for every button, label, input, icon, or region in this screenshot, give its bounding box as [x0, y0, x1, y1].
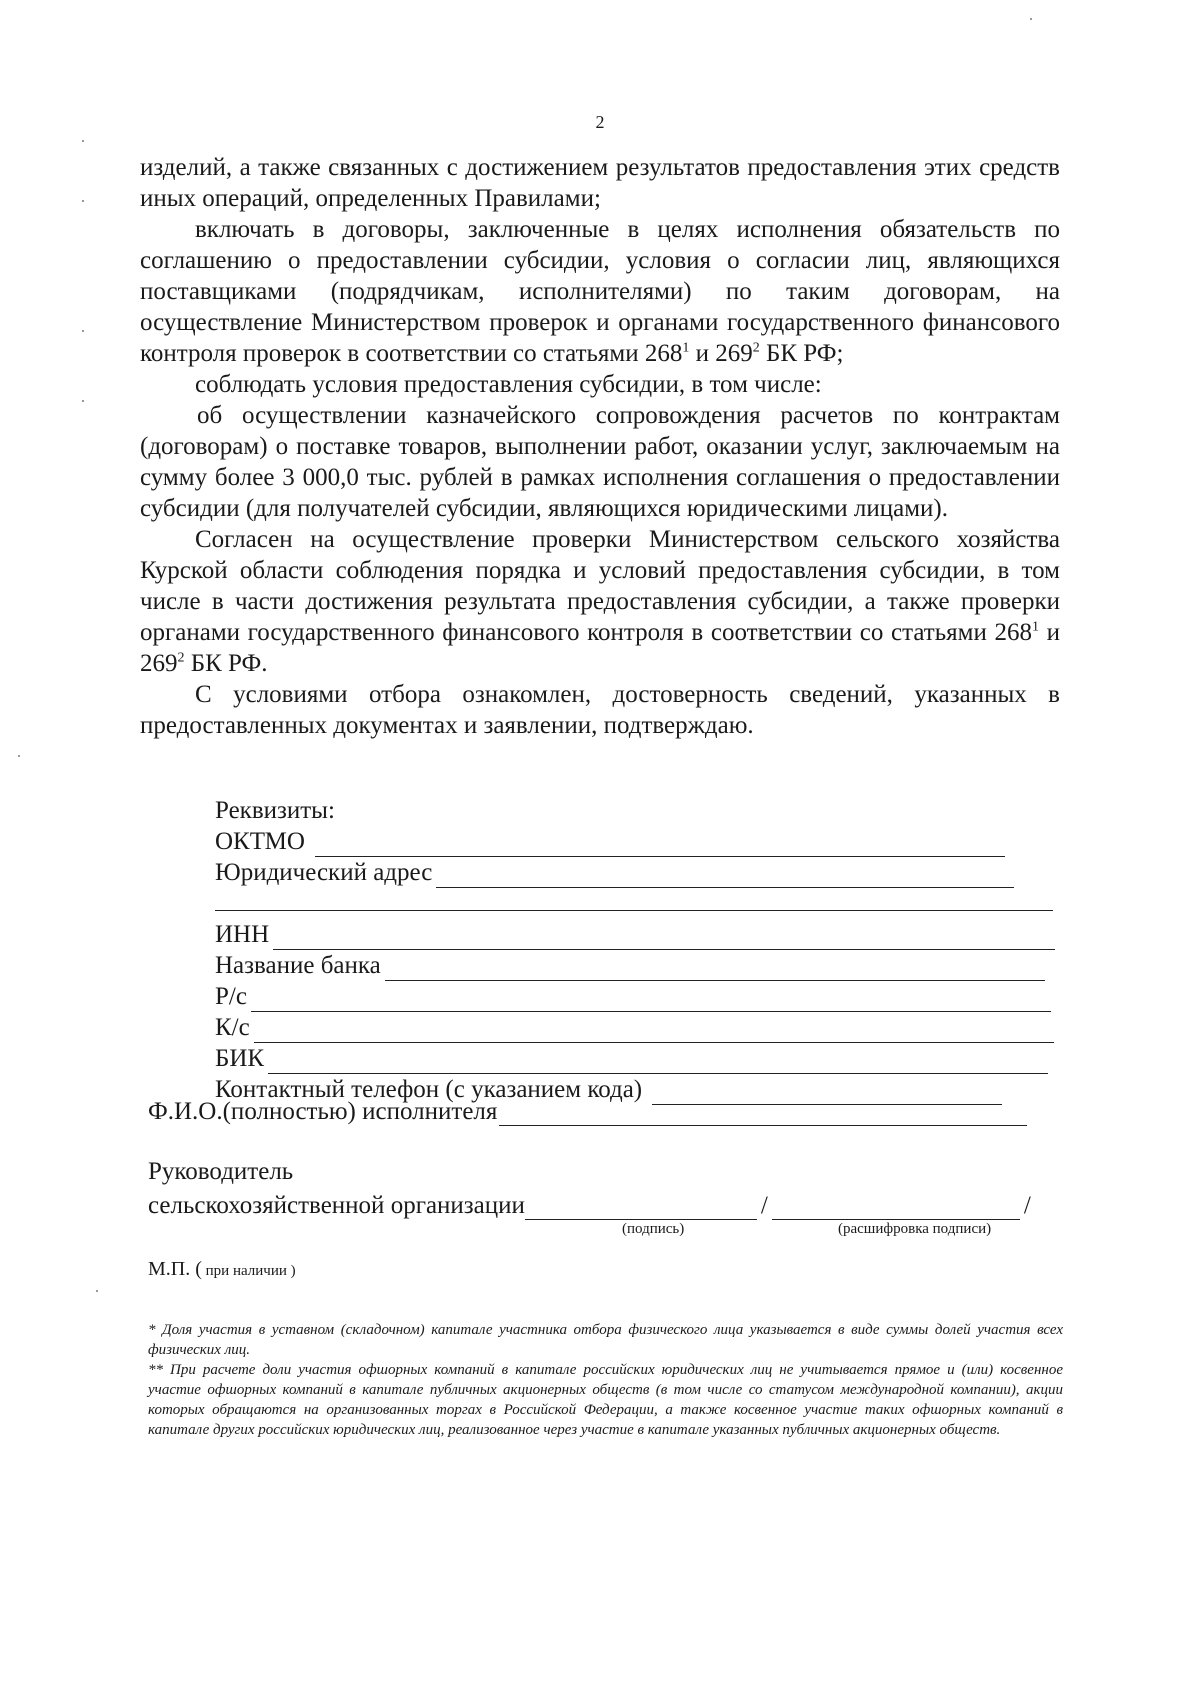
bank-name-field[interactable]: Название банка — [215, 950, 1055, 981]
bank-name-blank-line[interactable] — [385, 956, 1045, 981]
organization-label: сельскохозяйственной организации — [148, 1192, 525, 1219]
ks-blank-line[interactable] — [254, 1018, 1054, 1043]
paragraph-contracts-clause: включать в договоры, заключенные в целях исполнения обязательств по соглашению о предоставлении субсидии, условия о согласии лиц, являющихся поставщиками (подрядчикам, исполнителями) по таким договорам, на осуществление Министерством проверок и органами государственного финансового контроля проверок в соответствии со статьями $268^1$ и $269^2$ БК РФ; — [140, 216, 1060, 367]
paragraph-conditions: соблюдать условия предоставления субсидии, в том числе: — [195, 371, 822, 398]
rs-blank-line[interactable] — [251, 987, 1051, 1012]
footnote-2: ** При расчете доли участия офшорных компаний в капитале российских юридических лиц не учитывается прямое и (или) косвенное участие офшорных компаний в капитале публичных акционерных обществ (в том числе со статусом международной компании), акции которых обращаются на организованных торгах в Российской Федерации, а также косвенное участие таких офшорных компаний в капитале других российских юридических лиц, реализованное через участие в капитале указанных публичных акционерных обществ. — [148, 1362, 1063, 1438]
paragraph-continuation: изделий, а также связанных с достижением результатов предоставления этих средств иных операций, определенных Правилами; — [140, 154, 1060, 212]
bik-blank-line[interactable] — [268, 1049, 1048, 1074]
phone-field[interactable]: Контактный телефон (с указанием кода) — [215, 1074, 1055, 1105]
signature-blank-line[interactable] — [525, 1195, 757, 1220]
scan-artifact — [1030, 18, 1032, 20]
oktmo-blank-line[interactable] — [315, 832, 1005, 857]
oktmo-field[interactable]: ОКТМО — [215, 826, 1055, 857]
scan-artifact — [82, 400, 84, 402]
executor-field[interactable]: Ф.И.О.(полностью) исполнителя — [148, 1095, 1027, 1126]
head-title: Руководитель — [148, 1158, 294, 1185]
requisites-heading: Реквизиты: — [215, 797, 335, 824]
inn-field[interactable]: ИНН — [215, 919, 1055, 950]
signature-row: сельскохозяйственной организации / / — [148, 1192, 1031, 1219]
page-number: 2 — [595, 112, 605, 132]
legal-address-continuation-line[interactable] — [215, 888, 1055, 919]
paragraph-treasury-support: об осуществлении казначейского сопровождения расчетов по контрактам (договорам) о поставке товаров, выполнении работ, оказании услуг, заключаемым на сумму более 3 000,0 тыс. рублей в рамках исполнения соглашения о предоставлении субсидии (для получателей субсидии, являющихся юридическими лицами). — [140, 402, 1060, 522]
footnote-1: * Доля участия в уставном (складочном) капитале участника отбора физического лица указывается в виде суммы долей участия всех физических лиц. — [148, 1322, 1063, 1358]
decoding-caption: (расшифровка подписи) — [838, 1221, 992, 1237]
legal-address-field[interactable]: Юридический адрес — [215, 857, 1055, 888]
signature-decoding-blank-line[interactable] — [772, 1195, 1020, 1220]
scan-artifact — [82, 140, 84, 142]
requisites-block — [215, 795, 1055, 1105]
ks-field[interactable]: К/с — [215, 1012, 1055, 1043]
executor-blank-line[interactable] — [499, 1101, 1027, 1126]
bik-field[interactable]: БИК — [215, 1043, 1055, 1074]
legal-address-blank-line[interactable] — [436, 863, 1014, 888]
footnotes — [148, 1320, 1063, 1440]
stamp-label: М.П. ( при наличии ) — [148, 1258, 296, 1280]
scan-artifact — [82, 200, 84, 202]
signature-caption: (подпись) — [622, 1221, 685, 1237]
inn-blank-line[interactable] — [273, 925, 1055, 950]
rs-field[interactable]: Р/с — [215, 981, 1055, 1012]
paragraph-confirmation: С условиями отбора ознакомлен, достоверность сведений, указанных в предоставленных документах и заявлении, подтверждаю. — [140, 681, 1060, 739]
paragraph-consent: Согласен на осуществление проверки Министерством сельского хозяйства Курской области соблюдения порядка и условий предоставления субсидии, в том числе в части достижения результата предоставления субсидии, а также проверки органами государственного финансового контроля в соответствии со статьями $268^1$ и $269^2$ БК РФ. — [140, 526, 1060, 677]
scan-artifact — [96, 1290, 98, 1292]
scan-artifact — [18, 755, 20, 757]
scan-artifact — [82, 330, 84, 332]
main-text — [140, 152, 1060, 741]
